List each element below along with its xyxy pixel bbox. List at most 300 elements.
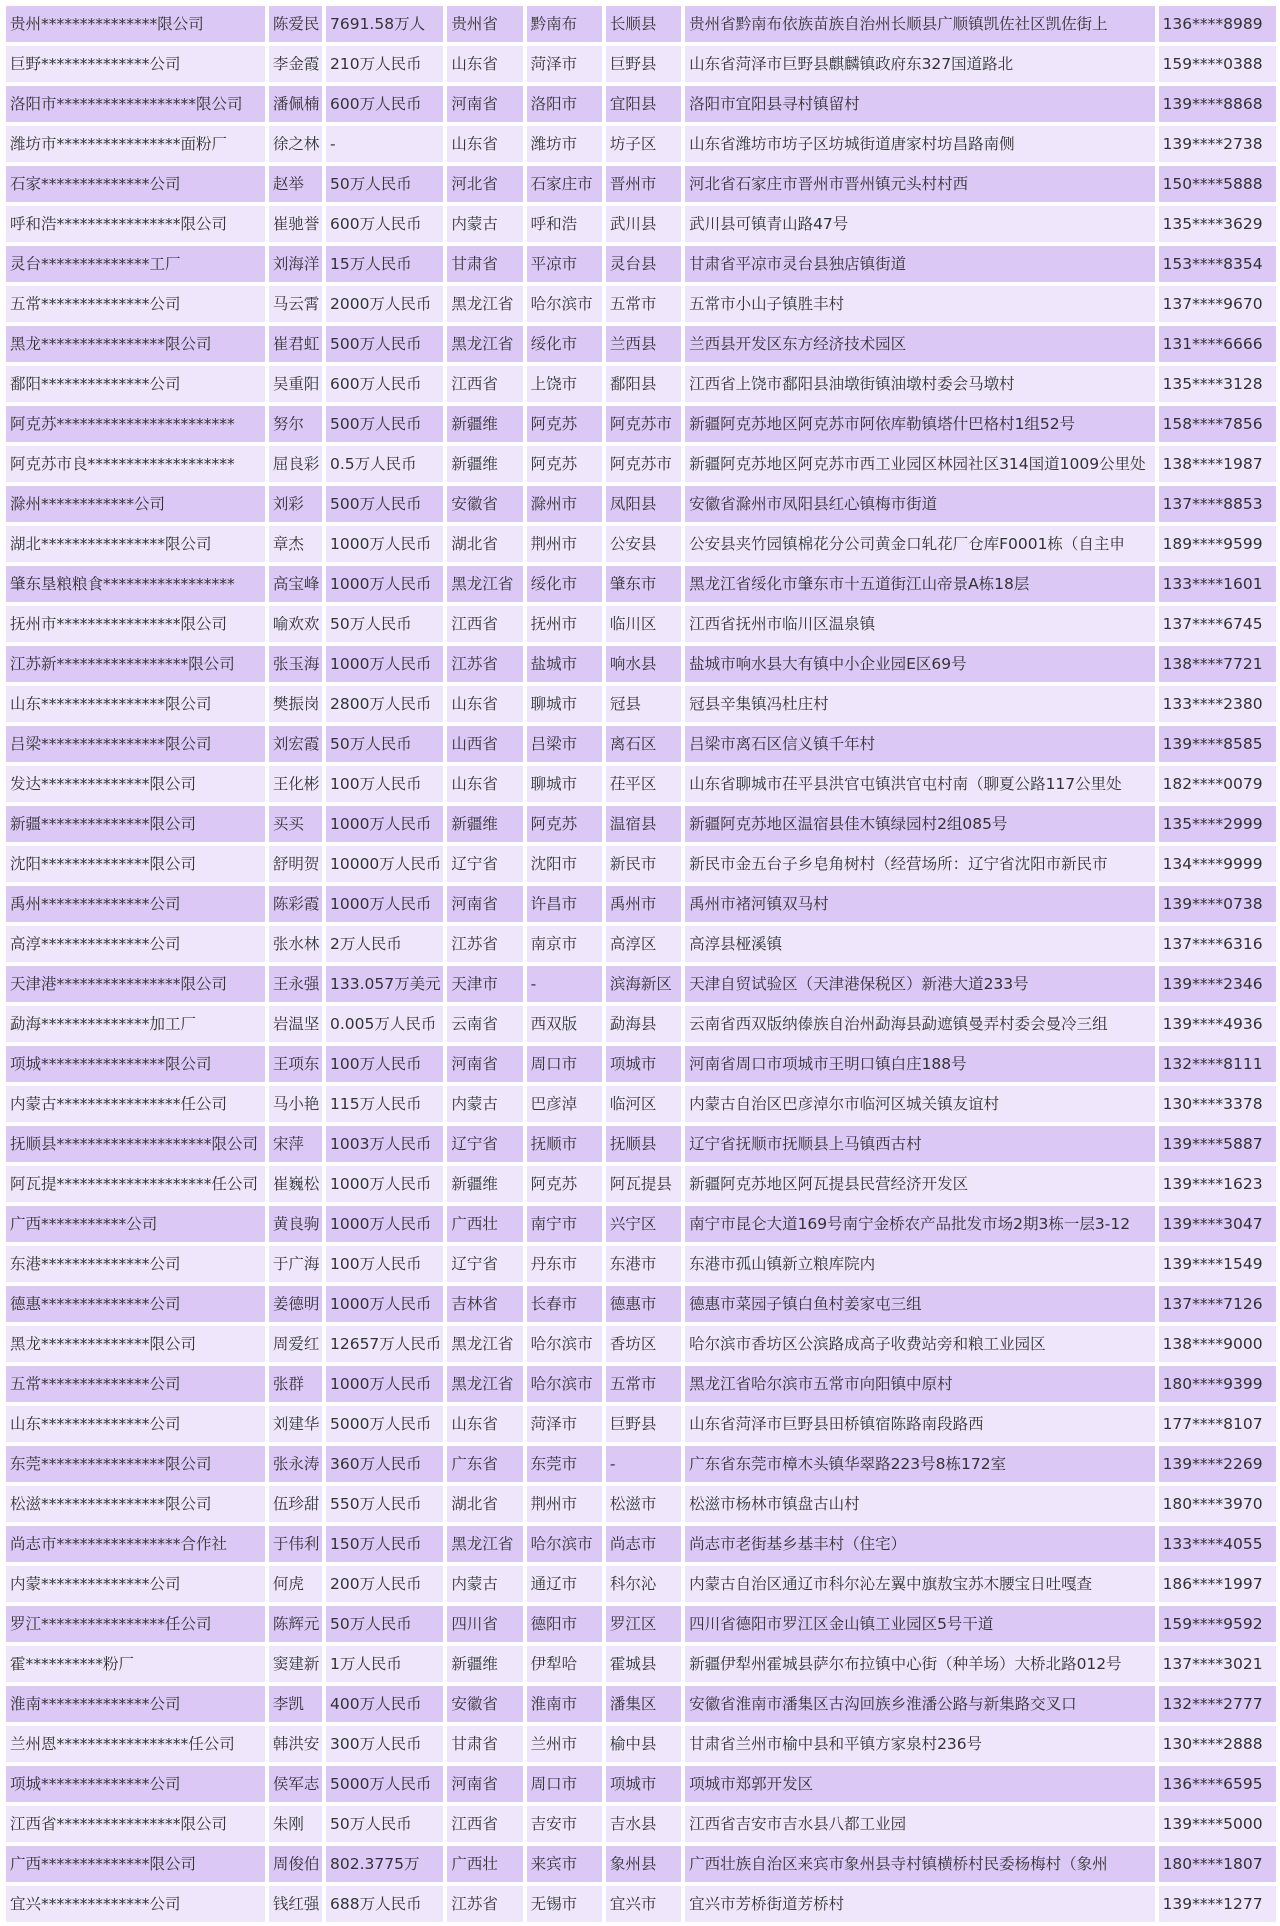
table-row — [6, 606, 1276, 642]
table-row — [6, 1246, 1276, 1282]
table-row — [6, 246, 1276, 282]
registered-capital-cell: 100万人民币 — [326, 766, 443, 802]
table-row — [6, 846, 1276, 882]
phone-cell: 134****9999 — [1159, 846, 1276, 882]
province-cell: 山东省 — [447, 126, 522, 162]
province-cell: 天津市 — [447, 966, 522, 1002]
address-cell: 新疆阿克苏地区阿瓦提县民营经济开发区 — [685, 1166, 1155, 1202]
province-cell: 新疆维 — [447, 446, 522, 482]
address-cell: 新民市金五台子乡皂角树村（经营场所：辽宁省沈阳市新民市 — [685, 846, 1155, 882]
phone-cell: 138****9000 — [1159, 1326, 1276, 1362]
phone-cell: 135****3629 — [1159, 206, 1276, 242]
contact-name-cell: 吴重阳 — [269, 366, 322, 402]
city-cell: 哈尔滨市 — [527, 286, 602, 322]
company-name-cell: 项城****************限公司 — [6, 1046, 265, 1082]
phone-cell: 159****9592 — [1159, 1606, 1276, 1642]
registered-capital-cell: 2万人民币 — [326, 926, 443, 962]
table-row — [6, 1086, 1276, 1122]
phone-cell: 139****1623 — [1159, 1166, 1276, 1202]
table-row — [6, 566, 1276, 602]
company-name-cell: 黑龙**************限公司 — [6, 1326, 265, 1362]
registered-capital-cell: 688万人民币 — [326, 1886, 443, 1922]
phone-cell: 139****5887 — [1159, 1126, 1276, 1162]
province-cell: 广西壮 — [447, 1206, 522, 1242]
registered-capital-cell: 200万人民币 — [326, 1566, 443, 1602]
district-cell: 东港市 — [606, 1246, 681, 1282]
city-cell: 淮南市 — [527, 1686, 602, 1722]
address-cell: 山东省菏泽市巨野县麒麟镇政府东327国道路北 — [685, 46, 1155, 82]
address-cell: 武川县可镇青山路47号 — [685, 206, 1155, 242]
phone-cell: 133****2380 — [1159, 686, 1276, 722]
phone-cell: 158****7856 — [1159, 406, 1276, 442]
table-row — [6, 1126, 1276, 1162]
registered-capital-cell: 500万人民币 — [326, 406, 443, 442]
province-cell: 内蒙古 — [447, 206, 522, 242]
company-name-cell: 潍坊市****************面粉厂 — [6, 126, 265, 162]
address-cell: 洛阳市宜阳县寻村镇留村 — [685, 86, 1155, 122]
contact-name-cell: 崔君虹 — [269, 326, 322, 362]
registered-capital-cell: 1000万人民币 — [326, 1286, 443, 1322]
address-cell: 山东省聊城市茌平县洪官屯镇洪官屯村南（聊夏公路117公里处 — [685, 766, 1155, 802]
table-row — [6, 1886, 1276, 1922]
registered-capital-cell: 100万人民币 — [326, 1046, 443, 1082]
registered-capital-cell: 50万人民币 — [326, 166, 443, 202]
registered-capital-cell: 1003万人民币 — [326, 1126, 443, 1162]
phone-cell: 138****7721 — [1159, 646, 1276, 682]
phone-cell: 136****6595 — [1159, 1766, 1276, 1802]
district-cell: 榆中县 — [606, 1726, 681, 1762]
contact-name-cell: 于广海 — [269, 1246, 322, 1282]
address-cell: 贵州省黔南布依族苗族自治州长顺县广顺镇凯佐社区凯佐街上 — [685, 6, 1155, 42]
company-name-cell: 吕梁****************限公司 — [6, 726, 265, 762]
company-name-cell: 五常**************公司 — [6, 1366, 265, 1402]
province-cell: 新疆维 — [447, 806, 522, 842]
contact-name-cell: 舒明贺 — [269, 846, 322, 882]
address-cell: 兰西县开发区东方经济技术园区 — [685, 326, 1155, 362]
company-name-cell: 天津港****************限公司 — [6, 966, 265, 1002]
city-cell: 吕梁市 — [527, 726, 602, 762]
address-cell: 内蒙古自治区通辽市科尔沁左翼中旗敖宝苏木腰宝日吐嘎查 — [685, 1566, 1155, 1602]
province-cell: 江苏省 — [447, 926, 522, 962]
district-cell: 宜阳县 — [606, 86, 681, 122]
city-cell: 阿克苏 — [527, 406, 602, 442]
province-cell: 黑龙江省 — [447, 326, 522, 362]
company-name-cell: 发达**************限公司 — [6, 766, 265, 802]
city-cell: 洛阳市 — [527, 86, 602, 122]
address-cell: 甘肃省兰州市榆中县和平镇方家泉村236号 — [685, 1726, 1155, 1762]
company-name-cell: 山东**************公司 — [6, 1406, 265, 1442]
company-name-cell: 项城**************公司 — [6, 1766, 265, 1802]
province-cell: 山东省 — [447, 1406, 522, 1442]
city-cell: 南宁市 — [527, 1206, 602, 1242]
company-name-cell: 巨野**************公司 — [6, 46, 265, 82]
table-row — [6, 1286, 1276, 1322]
table-row — [6, 726, 1276, 762]
city-cell: 无锡市 — [527, 1886, 602, 1922]
company-name-cell: 沈阳**************限公司 — [6, 846, 265, 882]
province-cell: 山西省 — [447, 726, 522, 762]
phone-cell: 182****0079 — [1159, 766, 1276, 802]
province-cell: 江苏省 — [447, 1886, 522, 1922]
district-cell: 松滋市 — [606, 1486, 681, 1522]
table-row — [6, 1846, 1276, 1882]
district-cell: 禹州市 — [606, 886, 681, 922]
city-cell: 阿克苏 — [527, 806, 602, 842]
table-row — [6, 166, 1276, 202]
registered-capital-cell: 15万人民币 — [326, 246, 443, 282]
registered-capital-cell: 1000万人民币 — [326, 1366, 443, 1402]
table-row — [6, 326, 1276, 362]
registered-capital-cell: 150万人民币 — [326, 1526, 443, 1562]
phone-cell: 186****1997 — [1159, 1566, 1276, 1602]
contact-name-cell: 马小艳 — [269, 1086, 322, 1122]
address-cell: 东港市孤山镇新立粮库院内 — [685, 1246, 1155, 1282]
registered-capital-cell: 1000万人民币 — [326, 526, 443, 562]
company-table — [2, 2, 1280, 1926]
address-cell: 高淳县桠溪镇 — [685, 926, 1155, 962]
company-name-cell: 肇东垦粮粮食***************** — [6, 566, 265, 602]
phone-cell: 138****1987 — [1159, 446, 1276, 482]
contact-name-cell: 王项东 — [269, 1046, 322, 1082]
district-cell: 兴宁区 — [606, 1206, 681, 1242]
district-cell: 抚顺县 — [606, 1126, 681, 1162]
table-row — [6, 886, 1276, 922]
district-cell: 巨野县 — [606, 1406, 681, 1442]
district-cell: 滨海新区 — [606, 966, 681, 1002]
district-cell: 公安县 — [606, 526, 681, 562]
table-row — [6, 1166, 1276, 1202]
company-name-cell: 内蒙**************公司 — [6, 1566, 265, 1602]
district-cell: 阿克苏市 — [606, 406, 681, 442]
contact-name-cell: 李金霞 — [269, 46, 322, 82]
phone-cell: 139****2269 — [1159, 1446, 1276, 1482]
city-cell: 滁州市 — [527, 486, 602, 522]
contact-name-cell: 侯军志 — [269, 1766, 322, 1802]
registered-capital-cell: 1000万人民币 — [326, 886, 443, 922]
address-cell: 山东省菏泽市巨野县田桥镇宿陈路南段路西 — [685, 1406, 1155, 1442]
city-cell: 东莞市 — [527, 1446, 602, 1482]
table-row — [6, 1526, 1276, 1562]
table-row — [6, 46, 1276, 82]
district-cell: 宜兴市 — [606, 1886, 681, 1922]
phone-cell: 139****3047 — [1159, 1206, 1276, 1242]
district-cell: 香坊区 — [606, 1326, 681, 1362]
district-cell: 五常市 — [606, 1366, 681, 1402]
phone-cell: 139****8868 — [1159, 86, 1276, 122]
registered-capital-cell: 50万人民币 — [326, 1606, 443, 1642]
phone-cell: 137****9670 — [1159, 286, 1276, 322]
phone-cell: 131****6666 — [1159, 326, 1276, 362]
address-cell: 德惠市菜园子镇白鱼村姜家屯三组 — [685, 1286, 1155, 1322]
city-cell: 绥化市 — [527, 326, 602, 362]
registered-capital-cell: 210万人民币 — [326, 46, 443, 82]
province-cell: 江苏省 — [447, 646, 522, 682]
company-name-cell: 五常**************公司 — [6, 286, 265, 322]
contact-name-cell: 刘建华 — [269, 1406, 322, 1442]
company-name-cell: 广西***********公司 — [6, 1206, 265, 1242]
address-cell: 安徽省滁州市凤阳县红心镇梅市街道 — [685, 486, 1155, 522]
table-row — [6, 1326, 1276, 1362]
city-cell: 黔南布 — [527, 6, 602, 42]
contact-name-cell: 章杰 — [269, 526, 322, 562]
district-cell: 茌平区 — [606, 766, 681, 802]
company-name-cell: 霍**********粉厂 — [6, 1646, 265, 1682]
province-cell: 黑龙江省 — [447, 286, 522, 322]
contact-name-cell: 徐之林 — [269, 126, 322, 162]
phone-cell: 136****8989 — [1159, 6, 1276, 42]
registered-capital-cell: 1000万人民币 — [326, 646, 443, 682]
city-cell: 哈尔滨市 — [527, 1526, 602, 1562]
province-cell: 江西省 — [447, 366, 522, 402]
address-cell: 广西壮族自治区来宾市象州县寺村镇横桥村民委杨梅村（象州 — [685, 1846, 1155, 1882]
contact-name-cell: 张玉海 — [269, 646, 322, 682]
district-cell: 高淳区 — [606, 926, 681, 962]
contact-name-cell: 张永涛 — [269, 1446, 322, 1482]
district-cell: - — [606, 1446, 681, 1482]
contact-name-cell: 崔巍松 — [269, 1166, 322, 1202]
contact-name-cell: 韩洪安 — [269, 1726, 322, 1762]
registered-capital-cell: 0.005万人民币 — [326, 1006, 443, 1042]
contact-name-cell: 于伟利 — [269, 1526, 322, 1562]
contact-name-cell: 高宝峰 — [269, 566, 322, 602]
province-cell: 安徽省 — [447, 1686, 522, 1722]
city-cell: 上饶市 — [527, 366, 602, 402]
district-cell: 德惠市 — [606, 1286, 681, 1322]
company-name-cell: 阿克苏市良******************* — [6, 446, 265, 482]
phone-cell: 137****7126 — [1159, 1286, 1276, 1322]
contact-name-cell: 宋萍 — [269, 1126, 322, 1162]
company-name-cell: 广西**************限公司 — [6, 1846, 265, 1882]
address-cell: 江西省抚州市临川区温泉镇 — [685, 606, 1155, 642]
district-cell: 响水县 — [606, 646, 681, 682]
table-row — [6, 366, 1276, 402]
table-row — [6, 286, 1276, 322]
province-cell: 辽宁省 — [447, 846, 522, 882]
table-row — [6, 406, 1276, 442]
phone-cell: 180****1807 — [1159, 1846, 1276, 1882]
table-row — [6, 1206, 1276, 1242]
contact-name-cell: 赵举 — [269, 166, 322, 202]
address-cell: 哈尔滨市香坊区公滨路成高子收费站旁和粮工业园区 — [685, 1326, 1155, 1362]
table-row — [6, 1566, 1276, 1602]
city-cell: 来宾市 — [527, 1846, 602, 1882]
address-cell: 五常市小山子镇胜丰村 — [685, 286, 1155, 322]
contact-name-cell: 刘彩 — [269, 486, 322, 522]
province-cell: 河南省 — [447, 1766, 522, 1802]
table-row — [6, 926, 1276, 962]
phone-cell: 139****1277 — [1159, 1886, 1276, 1922]
city-cell: 荆州市 — [527, 526, 602, 562]
province-cell: 江西省 — [447, 606, 522, 642]
province-cell: 广东省 — [447, 1446, 522, 1482]
city-cell: 绥化市 — [527, 566, 602, 602]
city-cell: 阿克苏 — [527, 1166, 602, 1202]
phone-cell: 135****2999 — [1159, 806, 1276, 842]
registered-capital-cell: 5000万人民币 — [326, 1766, 443, 1802]
province-cell: 黑龙江省 — [447, 1326, 522, 1362]
registered-capital-cell: 12657万人民币 — [326, 1326, 443, 1362]
district-cell: 项城市 — [606, 1766, 681, 1802]
company-name-cell: 洛阳市******************限公司 — [6, 86, 265, 122]
table-row — [6, 1606, 1276, 1642]
district-cell: 灵台县 — [606, 246, 681, 282]
registered-capital-cell: 1万人民币 — [326, 1646, 443, 1682]
province-cell: 云南省 — [447, 1006, 522, 1042]
city-cell: 通辽市 — [527, 1566, 602, 1602]
registered-capital-cell: 550万人民币 — [326, 1486, 443, 1522]
province-cell: 甘肃省 — [447, 246, 522, 282]
address-cell: 江西省吉安市吉水县八都工业园 — [685, 1806, 1155, 1842]
district-cell: 吉水县 — [606, 1806, 681, 1842]
phone-cell: 130****2888 — [1159, 1726, 1276, 1762]
city-cell: 兰州市 — [527, 1726, 602, 1762]
province-cell: 内蒙古 — [447, 1566, 522, 1602]
table-row — [6, 1366, 1276, 1402]
company-name-cell: 石家**************公司 — [6, 166, 265, 202]
company-name-cell: 阿克苏*********************** — [6, 406, 265, 442]
phone-cell: 189****9599 — [1159, 526, 1276, 562]
address-cell: 辽宁省抚顺市抚顺县上马镇西古村 — [685, 1126, 1155, 1162]
district-cell: 阿克苏市 — [606, 446, 681, 482]
city-cell: 长春市 — [527, 1286, 602, 1322]
company-name-cell: 松滋****************限公司 — [6, 1486, 265, 1522]
phone-cell: 150****5888 — [1159, 166, 1276, 202]
address-cell: 盐城市响水县大有镇中小企业园E区69号 — [685, 646, 1155, 682]
company-name-cell: 贵州***************限公司 — [6, 6, 265, 42]
city-cell: 阿克苏 — [527, 446, 602, 482]
phone-cell: 132****8111 — [1159, 1046, 1276, 1082]
company-name-cell: 内蒙古****************任公司 — [6, 1086, 265, 1122]
district-cell: 离石区 — [606, 726, 681, 762]
district-cell: 凤阳县 — [606, 486, 681, 522]
address-cell: 新疆伊犁州霍城县萨尔布拉镇中心街（种羊场）大桥北路012号 — [685, 1646, 1155, 1682]
phone-cell: 180****9399 — [1159, 1366, 1276, 1402]
registered-capital-cell: 802.3775万 — [326, 1846, 443, 1882]
province-cell: 河南省 — [447, 86, 522, 122]
contact-name-cell: 周俊伯 — [269, 1846, 322, 1882]
district-cell: 阿瓦提县 — [606, 1166, 681, 1202]
company-name-cell: 高淳**************公司 — [6, 926, 265, 962]
district-cell: 坊子区 — [606, 126, 681, 162]
contact-name-cell: 何虎 — [269, 1566, 322, 1602]
company-name-cell: 勐海**************加工厂 — [6, 1006, 265, 1042]
district-cell: 临河区 — [606, 1086, 681, 1122]
registered-capital-cell: 100万人民币 — [326, 1246, 443, 1282]
phone-cell: 139****8585 — [1159, 726, 1276, 762]
contact-name-cell: 喻欢欢 — [269, 606, 322, 642]
province-cell: 山东省 — [447, 46, 522, 82]
province-cell: 河北省 — [447, 166, 522, 202]
address-cell: 吕梁市离石区信义镇千年村 — [685, 726, 1155, 762]
city-cell: 哈尔滨市 — [527, 1366, 602, 1402]
province-cell: 贵州省 — [447, 6, 522, 42]
table-row — [6, 1766, 1276, 1802]
province-cell: 河南省 — [447, 886, 522, 922]
contact-name-cell: 买买 — [269, 806, 322, 842]
district-cell: 尚志市 — [606, 1526, 681, 1562]
contact-name-cell: 李凯 — [269, 1686, 322, 1722]
registered-capital-cell: 10000万人民币 — [326, 846, 443, 882]
city-cell: 巴彦淖 — [527, 1086, 602, 1122]
registered-capital-cell: 2800万人民币 — [326, 686, 443, 722]
phone-cell: 139****4936 — [1159, 1006, 1276, 1042]
contact-name-cell: 姜德明 — [269, 1286, 322, 1322]
district-cell: 项城市 — [606, 1046, 681, 1082]
province-cell: 黑龙江省 — [447, 1366, 522, 1402]
district-cell: 冠县 — [606, 686, 681, 722]
contact-name-cell: 黄良驹 — [269, 1206, 322, 1242]
city-cell: 周口市 — [527, 1766, 602, 1802]
phone-cell: 135****3128 — [1159, 366, 1276, 402]
city-cell: 聊城市 — [527, 766, 602, 802]
table-row — [6, 446, 1276, 482]
table-body — [6, 6, 1276, 1922]
phone-cell: 133****4055 — [1159, 1526, 1276, 1562]
phone-cell: 137****6316 — [1159, 926, 1276, 962]
district-cell: 长顺县 — [606, 6, 681, 42]
table-row — [6, 966, 1276, 1002]
city-cell: 沈阳市 — [527, 846, 602, 882]
registered-capital-cell: 500万人民币 — [326, 326, 443, 362]
city-cell: 平凉市 — [527, 246, 602, 282]
city-cell: 荆州市 — [527, 1486, 602, 1522]
province-cell: 四川省 — [447, 1606, 522, 1642]
address-cell: 河南省周口市项城市王明口镇白庄188号 — [685, 1046, 1155, 1082]
company-name-cell: 兰州恩*****************任公司 — [6, 1726, 265, 1762]
registered-capital-cell: 0.5万人民币 — [326, 446, 443, 482]
phone-cell: 137****6745 — [1159, 606, 1276, 642]
district-cell: 潘集区 — [606, 1686, 681, 1722]
table-row — [6, 1046, 1276, 1082]
table-row — [6, 766, 1276, 802]
registered-capital-cell: 600万人民币 — [326, 206, 443, 242]
table-row — [6, 1806, 1276, 1842]
table-row — [6, 1446, 1276, 1482]
contact-name-cell: 钱红强 — [269, 1886, 322, 1922]
phone-cell: 139****0738 — [1159, 886, 1276, 922]
phone-cell: 132****2777 — [1159, 1686, 1276, 1722]
registered-capital-cell: 50万人民币 — [326, 1806, 443, 1842]
company-name-cell: 灵台**************工厂 — [6, 246, 265, 282]
registered-capital-cell: 50万人民币 — [326, 606, 443, 642]
company-name-cell: 阿瓦提********************任公司 — [6, 1166, 265, 1202]
registered-capital-cell: 50万人民币 — [326, 726, 443, 762]
province-cell: 吉林省 — [447, 1286, 522, 1322]
district-cell: 象州县 — [606, 1846, 681, 1882]
city-cell: 聊城市 — [527, 686, 602, 722]
district-cell: 新民市 — [606, 846, 681, 882]
city-cell: 德阳市 — [527, 1606, 602, 1642]
table-row — [6, 1646, 1276, 1682]
city-cell: 周口市 — [527, 1046, 602, 1082]
table-row — [6, 1006, 1276, 1042]
district-cell: 罗江区 — [606, 1606, 681, 1642]
address-cell: 云南省西双版纳傣族自治州勐海县勐遮镇曼弄村委会曼冷三组 — [685, 1006, 1155, 1042]
phone-cell: 139****2346 — [1159, 966, 1276, 1002]
registered-capital-cell: 1000万人民币 — [326, 1166, 443, 1202]
table-row — [6, 126, 1276, 162]
city-cell: 丹东市 — [527, 1246, 602, 1282]
contact-name-cell: 潘佩楠 — [269, 86, 322, 122]
table-row — [6, 86, 1276, 122]
table-row — [6, 6, 1276, 42]
registered-capital-cell: 1000万人民币 — [326, 566, 443, 602]
table-row — [6, 686, 1276, 722]
company-name-cell: 滁州************公司 — [6, 486, 265, 522]
province-cell: 湖北省 — [447, 526, 522, 562]
registered-capital-cell: 600万人民币 — [326, 86, 443, 122]
province-cell: 河南省 — [447, 1046, 522, 1082]
